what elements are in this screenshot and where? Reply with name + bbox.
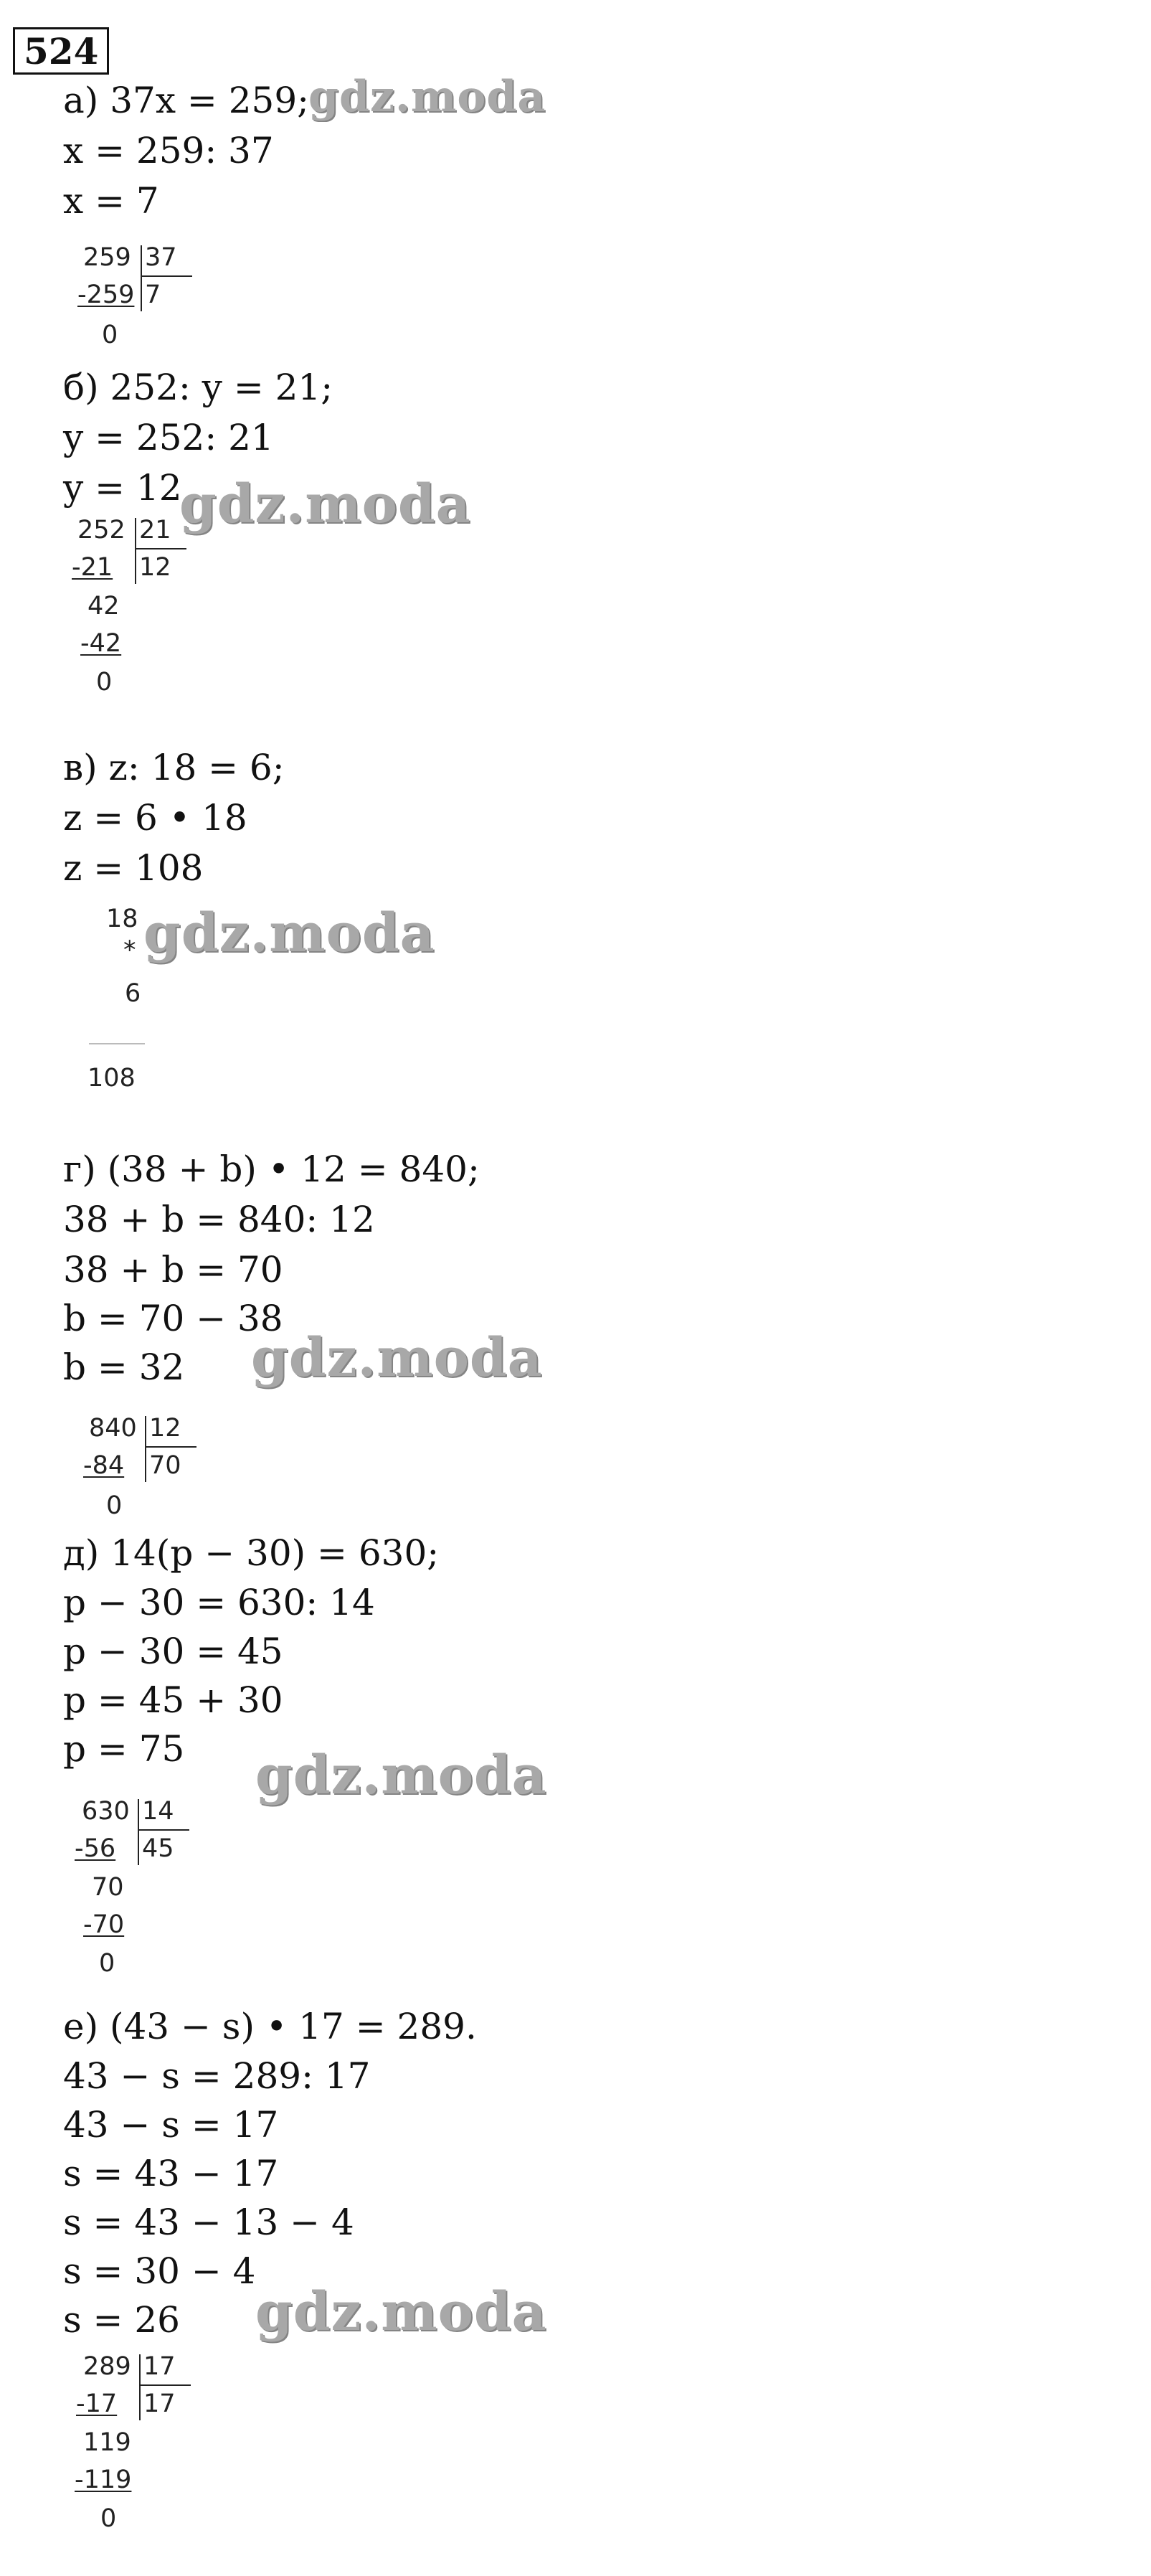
part-b-division [72,516,194,710]
subtrahend-1: -17 [76,2389,118,2418]
dividend: 289 [83,2352,131,2381]
subtrahend-2: -42 [80,629,122,658]
divisor: 21 [139,516,171,544]
multiplier: 6 [125,979,141,1008]
divisor: 12 [149,1414,181,1443]
part-d-line-4: p = 45 + 30 [63,1679,283,1721]
part-b-line-3: y = 12 [63,467,182,509]
remainder: 0 [100,2504,117,2533]
subtrahend: -84 [83,1451,125,1480]
quotient: 7 [145,280,161,309]
part-d-line-3: p − 30 = 45 [63,1631,283,1672]
dividend: 630 [82,1797,130,1826]
watermark: gdz.moda [179,473,471,535]
operator: * [123,936,136,965]
part-g-line-2: 38 + b = 840: 12 [63,1199,375,1240]
watermark: gdz.moda [255,2281,547,2343]
subtrahend-1: -56 [75,1834,116,1863]
part-g-line-5: b = 32 [63,1346,185,1388]
part-e-line-2: 43 − s = 289: 17 [63,2055,371,2097]
remainder: 0 [106,1491,123,1520]
part-a-line-2: x = 259: 37 [63,130,274,171]
partial: 70 [92,1873,124,1902]
problem-number: 524 [13,27,109,75]
divisor: 17 [143,2352,176,2381]
product: 108 [87,1064,136,1093]
part-b-line-2: y = 252: 21 [63,417,274,458]
subtrahend-2: -119 [75,2466,132,2494]
part-e-line-3: 43 − s = 17 [63,2104,279,2146]
subtrahend-2: -70 [83,1910,125,1939]
quotient: 45 [142,1834,174,1863]
part-e-line-4: s = 43 − 17 [63,2153,279,2194]
subtrahend: -259 [77,280,135,309]
watermark: gdz.moda [143,902,435,964]
part-g-line-1: г) (38 + b) • 12 = 840; [63,1148,480,1190]
part-d-line-5: p = 75 [63,1728,185,1770]
divisor: 37 [145,243,177,272]
part-e-line-1: е) (43 − s) • 17 = 289. [63,2006,477,2047]
part-e-line-7: s = 26 [63,2299,180,2341]
remainder: 0 [96,668,113,697]
multiplicand: 18 [106,905,138,933]
part-g-line-4: b = 70 − 38 [63,1298,283,1339]
part-b-line-1: б) 252: y = 21; [63,367,333,408]
part-d-division [75,1798,196,1991]
part-v-line-3: z = 108 [63,847,204,889]
quotient: 12 [139,553,171,582]
watermark: gdz.moda [255,1745,547,1806]
part-v-line-1: в) z: 18 = 6; [63,747,285,788]
part-a-line-3: x = 7 [63,180,159,222]
dividend: 252 [77,516,125,544]
divisor: 14 [142,1797,174,1826]
part-e-line-5: s = 43 − 13 − 4 [63,2202,354,2243]
partial: 119 [83,2428,131,2457]
part-g-division [80,1415,202,1529]
part-v-line-2: z = 6 • 18 [63,797,247,839]
dividend: 840 [89,1414,137,1443]
part-e-line-6: s = 30 − 4 [63,2250,256,2292]
quotient: 17 [143,2389,176,2418]
subtrahend-1: -21 [72,553,113,582]
watermark: gdz.moda [308,72,546,122]
dividend: 259 [83,243,131,272]
part-d-line-2: p − 30 = 630: 14 [63,1582,375,1623]
remainder: 0 [99,1949,115,1978]
remainder: 0 [102,321,118,349]
watermark: gdz.moda [251,1327,543,1389]
part-a-division [77,244,199,359]
partial: 42 [87,592,120,621]
part-g-line-3: 38 + b = 70 [63,1249,283,1291]
part-e-division [75,2353,196,2568]
part-d-line-1: д) 14(p − 30) = 630; [63,1532,440,1574]
quotient: 70 [149,1451,181,1480]
part-a-line-1: а) 37x = 259; [63,80,309,121]
